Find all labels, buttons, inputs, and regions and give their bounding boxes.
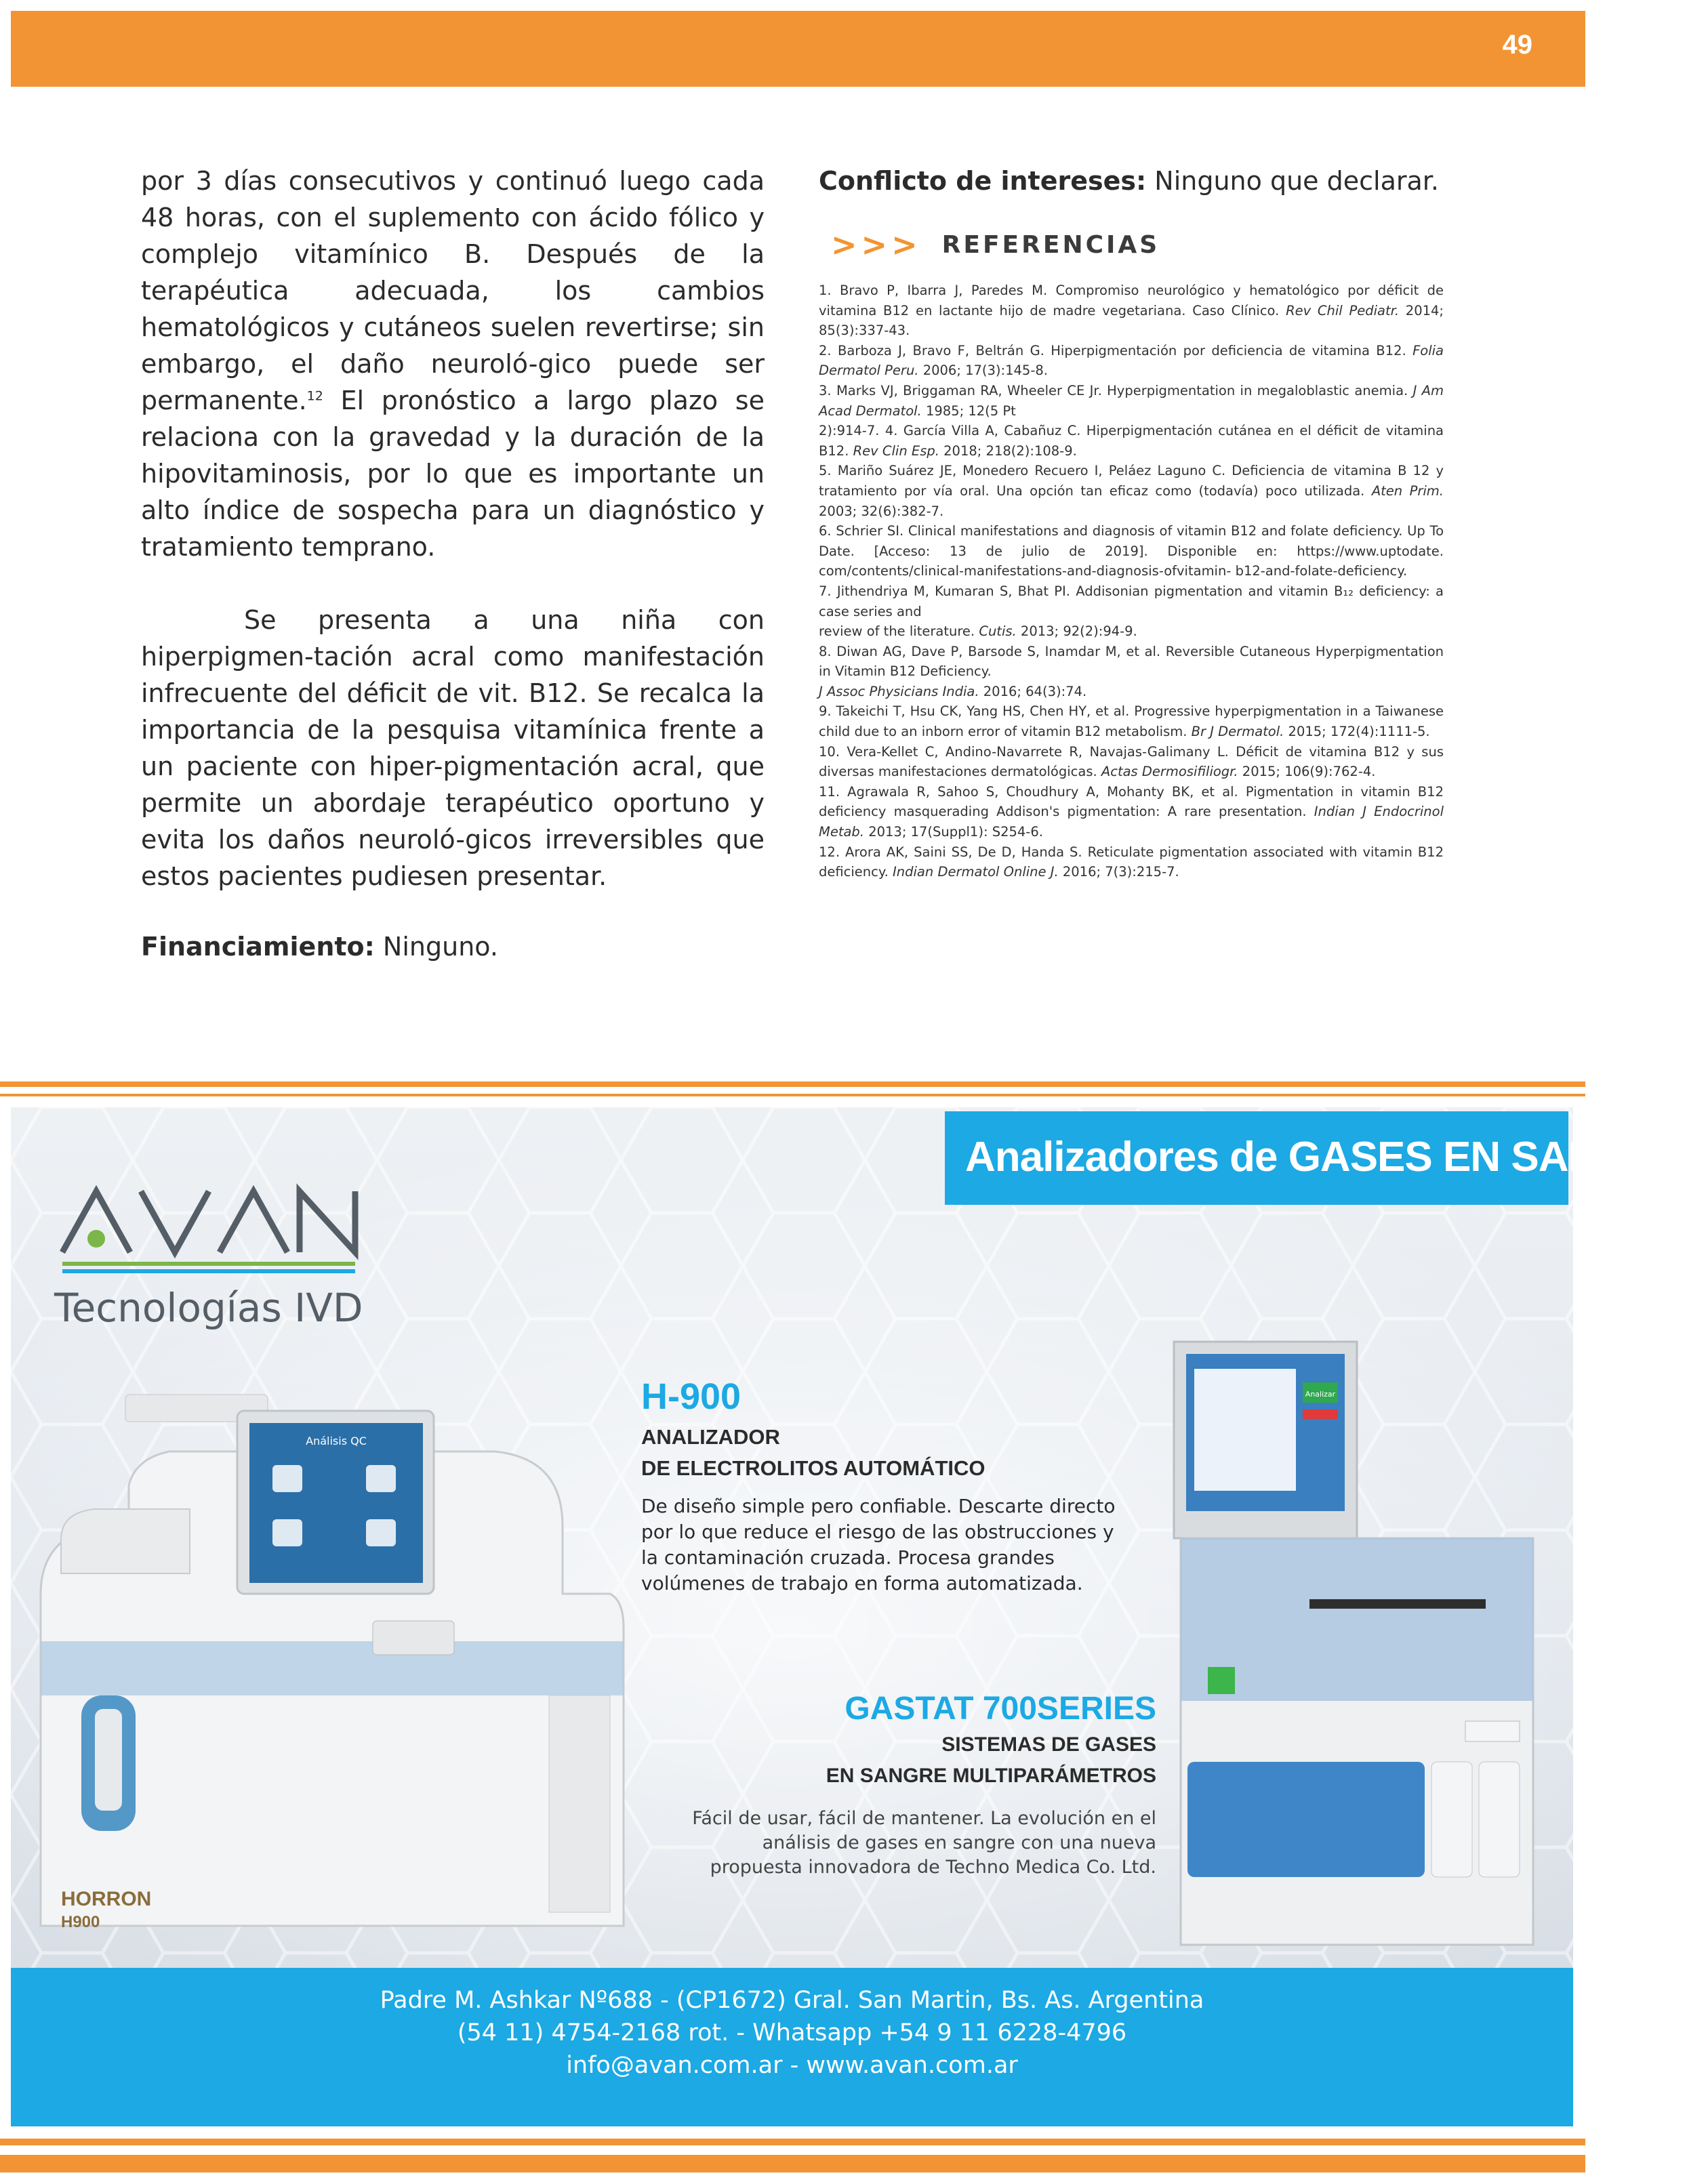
ad-banner-title: Analizadores de GASES EN SANGRE <box>965 1134 1687 1180</box>
reference-item: 7. Jithendriya M, Kumaran S, Bhat PI. Addisonian pigmentation and vitamin B₁₂ deficiency: a case series and <box>819 583 1444 619</box>
gastat-screen-button: Analizar <box>1305 1390 1336 1399</box>
paragraph-2: Se presenta a una niña con hiperpigmen-tación acral como manifestación infrecuente del déficit de vit. B12. Se recalca la importancia de la pesquisa vitamínica frente a un paciente con hiper-pigmentación acral, que permite un abordaje terapéutico oportuno y evita los daños neuroló-gicos irreversibles que estos pacientes pudiesen presentar. <box>141 605 765 891</box>
h900-description: De diseño simple pero confiable. Descarte directo por lo que reduce el riesgo de las obstrucciones y la contaminación cruzada. Procesa grandes volúmenes de trabajo en forma automatizada. <box>641 1495 1116 1594</box>
references-title: REFERENCIAS <box>941 230 1160 259</box>
funding-statement <box>141 928 765 965</box>
funding-label: Financiamiento: <box>141 932 375 962</box>
contact-strip <box>11 1968 1573 2126</box>
gastat-title: GASTAT 700SERIES <box>845 1691 1156 1727</box>
gastat-description: Fácil de usar, fácil de mantener. La evolución en el análisis de gases en sangre con una nueva propuesta innovadora de Techno Medica Co. Ltd. <box>692 1808 1156 1878</box>
separator-line <box>0 1094 1585 1096</box>
reference-item: J Assoc Physicians India. 2016; 64(3):74. <box>819 683 1087 699</box>
reference-item: 1. Bravo P, Ibarra J, Paredes M. Compromiso neurológico y hematológico por déficit de vitamina B12 en lactante hijo de madre vegetariana. Caso Clínico. Rev Chil Pediatr. 2014; 85(3):337-43. <box>819 283 1444 339</box>
contact-phone: (54 11) 4754-2168 rot. - Whatsapp +54 9 11 6228-4796 <box>457 2019 1127 2046</box>
left-column <box>141 163 765 965</box>
paragraph-1: por 3 días consecutivos y continuó luego cada 48 horas, con el suplemento con ácido fólico y complejo vitamínico B. Después de la terapéutica adecuada, los cambios hematológicos y cutáneos suelen revertirse; sin embargo, el daño neuroló-gico puede ser permanente.$^{12}$ El pronóstico a largo plazo se relaciona con la gravedad y la duración de la hipovitaminosis, por lo que es importante un alto índice de sospecha para un diagnóstico y tratamiento temprano. <box>141 166 765 562</box>
reference-item: 12. Arora AK, Saini SS, De D, Handa S. Reticulate pigmentation associated with vitamin B12 deficiency. Indian Dermatol Online J. 2016; 7(3):215-7. <box>819 844 1444 880</box>
reference-item: 9. Takeichi T, Hsu CK, Yang HS, Chen HY, et al. Progressive hyperpigmentation in a Taiwanese child due to an inborn error of vitamin B12 metabolism. Br J Dermatol. 2015; 172(4):1111-5. <box>819 703 1444 740</box>
reference-item: 3. Marks VJ, Briggaman RA, Wheeler CE Jr. Hyperpigmentation in megaloblastic anemia. J Am Acad Dermatol. 1985; 12(5 Pt <box>819 382 1444 419</box>
conflict-statement <box>819 163 1444 199</box>
contact-web[interactable]: info@avan.com.ar - www.avan.com.ar <box>566 2052 1018 2079</box>
h900-brand: HORRON <box>61 1888 152 1910</box>
h900-model: H900 <box>61 1913 100 1931</box>
citation-superscript: 12 <box>306 388 323 404</box>
separator-line <box>0 1081 1585 1087</box>
gastat-analyzer-image <box>1167 1342 1567 1952</box>
references-list <box>819 281 1444 882</box>
reference-item: 2. Barboza J, Bravo F, Beltrán G. Hiperpigmentación por deficiencia de vitamina B12. Folia Dermatol Peru. 2006; 17(3):145-8. <box>819 342 1444 379</box>
reference-item: 8. Diwan AG, Dave P, Barsode S, Inamdar M, et al. Reversible Cutaneous Hyperpigmentation in Vitamin B12 Deficiency. <box>819 643 1444 680</box>
page-number: 49 <box>1502 30 1532 60</box>
reference-item: 6. Schrier SI. Clinical manifestations and diagnosis of vitamin B12 and folate deficiency. Up To Date. [Acceso: 13 de julio de 2019]. Disponible en: https://www.uptodate. com/contents/clinical-manifestations-and-diagnosis-ofvitamin- b12-and-folate-deficiency. <box>819 523 1444 579</box>
conflict-value: Ninguno que declarar. <box>1146 166 1439 196</box>
contact-address: Padre M. Ashkar Nº688 - (CP1672) Gral. San Martin, Bs. As. Argentina <box>380 1987 1204 2014</box>
references-heading <box>819 225 1444 264</box>
gastat-subtitle: SISTEMAS DE GASES EN SANGRE MULTIPARÁMETROS <box>826 1733 1156 1787</box>
h900-screen-title: Análisis QC <box>306 1435 367 1447</box>
header-bar <box>11 11 1585 87</box>
reference-item: 2):914-7. 4. García Villa A, Cabañuz C. Hiperpigmentación cutánea en el déficit de vitamina B12. Rev Clin Esp. 2018; 218(2):108-9. <box>819 423 1444 459</box>
reference-item: 11. Agrawala R, Sahoo S, Choudhury A, Mohanty BK, et al. Pigmentation in vitamin B12 deficiency masquerading Addison's pigmentation: A rare presentation. Indian J Endocrinol Metab. 2013; 17(Suppl1): S254-6. <box>819 783 1444 840</box>
h900-subtitle: ANALIZADOR DE ELECTROLITOS AUTOMÁTICO <box>641 1425 985 1480</box>
right-column <box>819 163 1444 882</box>
logo-subtitle: Tecnologías IVD <box>54 1285 363 1331</box>
separator-line <box>0 2139 1585 2145</box>
reference-item: 10. Vera-Kellet C, Andino-Navarrete R, Navajas-Galimany L. Déficit de vitamina B12 y sus diversas manifestaciones dermatológicas. Actas Dermosifiliogr. 2015; 106(9):762-4. <box>819 743 1444 780</box>
reference-item: review of the literature. Cutis. 2013; 92(2):94-9. <box>819 623 1137 640</box>
reference-item: 5. Mariño Suárez JE, Monedero Recuero I, Peláez Laguno C. Deficiencia de vitamina B 12 y tratamiento por vía oral. Una opción tan eficaz como (todavía) poco utilizada. Aten Prim. 2003; 32(6):382-7. <box>819 463 1444 519</box>
conflict-label: Conflicto de intereses: <box>819 166 1147 196</box>
h900-analyzer-image <box>20 1370 630 1953</box>
footer-bar <box>0 2155 1585 2172</box>
arrows-icon: >>> <box>831 226 922 263</box>
advertisement <box>11 1107 1687 1971</box>
h900-title: H-900 <box>641 1376 741 1417</box>
funding-value: Ninguno. <box>374 932 498 962</box>
